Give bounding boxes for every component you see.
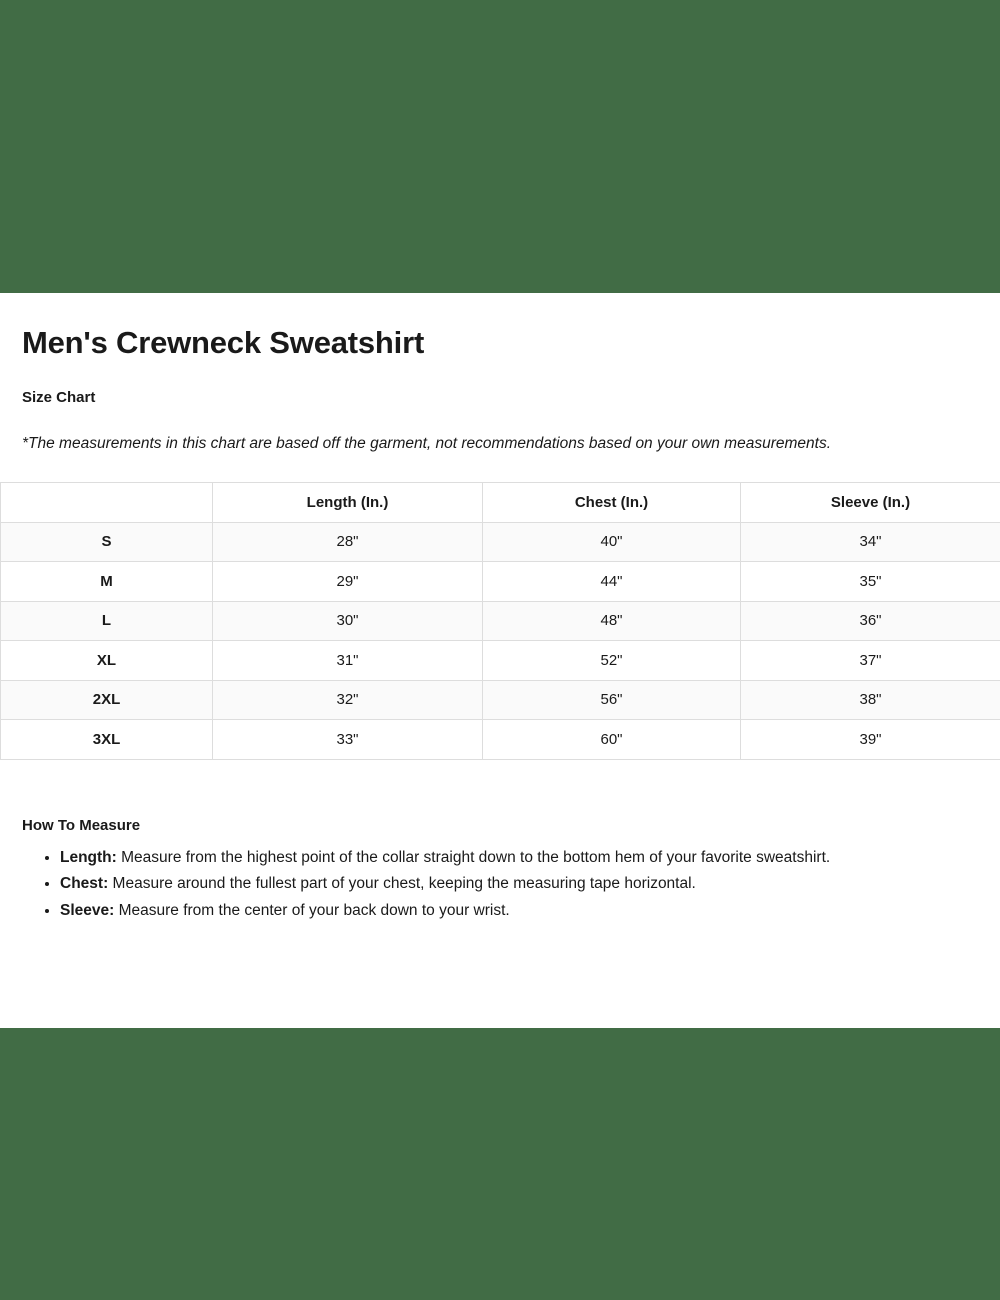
- cell-chest: 60": [483, 720, 741, 760]
- bottom-color-band: [0, 1028, 1000, 1300]
- column-header-sleeve: Sleeve (In.): [741, 483, 1000, 523]
- table-row: [1, 601, 1000, 641]
- list-item-term: Sleeve:: [60, 901, 115, 919]
- table-body: [1, 522, 1000, 759]
- page-title: Men's Crewneck Sweatshirt: [22, 325, 425, 360]
- measurement-note: *The measurements in this chart are based off the garment, not recommendations based on your own measurements.: [22, 435, 832, 452]
- cell-size: S: [1, 522, 213, 562]
- top-color-band: [0, 0, 1000, 293]
- cell-length: 32": [213, 680, 483, 720]
- list-item-term: Chest:: [60, 875, 109, 893]
- table-row: [1, 680, 1000, 720]
- cell-chest: 56": [483, 680, 741, 720]
- cell-chest: 52": [483, 641, 741, 681]
- list-item: [60, 874, 978, 895]
- cell-chest: 44": [483, 562, 741, 602]
- size-chart-label: Size Chart: [22, 389, 96, 406]
- cell-length: 30": [213, 601, 483, 641]
- cell-sleeve: 35": [741, 562, 1000, 602]
- cell-length: 31": [213, 641, 483, 681]
- column-header-size: [1, 483, 213, 523]
- table-row: [1, 522, 1000, 562]
- cell-chest: 48": [483, 601, 741, 641]
- size-chart-table-wrapper: [0, 482, 1000, 760]
- cell-length: 28": [213, 522, 483, 562]
- size-chart-table: [0, 482, 1000, 760]
- cell-sleeve: 34": [741, 522, 1000, 562]
- column-header-length: Length (In.): [213, 483, 483, 523]
- cell-sleeve: 39": [741, 720, 1000, 760]
- how-to-measure-heading: How To Measure: [22, 816, 141, 834]
- cell-sleeve: 37": [741, 641, 1000, 681]
- document-content: [0, 293, 1000, 921]
- cell-chest: 40": [483, 522, 741, 562]
- list-item-text: Measure from the center of your back down to your wrist.: [114, 901, 510, 919]
- list-item-text: Measure from the highest point of the collar straight down to the bottom hem of your favorite sweatshirt.: [116, 848, 831, 866]
- list-item: [60, 848, 978, 869]
- table-header-row: [1, 483, 1000, 523]
- list-item: [60, 901, 978, 922]
- cell-sleeve: 36": [741, 601, 1000, 641]
- table-header: [1, 483, 1000, 523]
- table-row: [1, 562, 1000, 602]
- cell-size: XL: [1, 641, 213, 681]
- list-item-term: Length:: [60, 848, 117, 866]
- cell-size: 2XL: [1, 680, 213, 720]
- list-item-text: Measure around the fullest part of your chest, keeping the measuring tape horizontal.: [108, 875, 696, 893]
- cell-size: M: [1, 562, 213, 602]
- cell-size: L: [1, 601, 213, 641]
- table-row: [1, 641, 1000, 681]
- column-header-chest: Chest (In.): [483, 483, 741, 523]
- cell-size: 3XL: [1, 720, 213, 760]
- table-row: [1, 720, 1000, 760]
- how-to-measure-list: [22, 848, 978, 922]
- cell-length: 29": [213, 562, 483, 602]
- cell-sleeve: 38": [741, 680, 1000, 720]
- cell-length: 33": [213, 720, 483, 760]
